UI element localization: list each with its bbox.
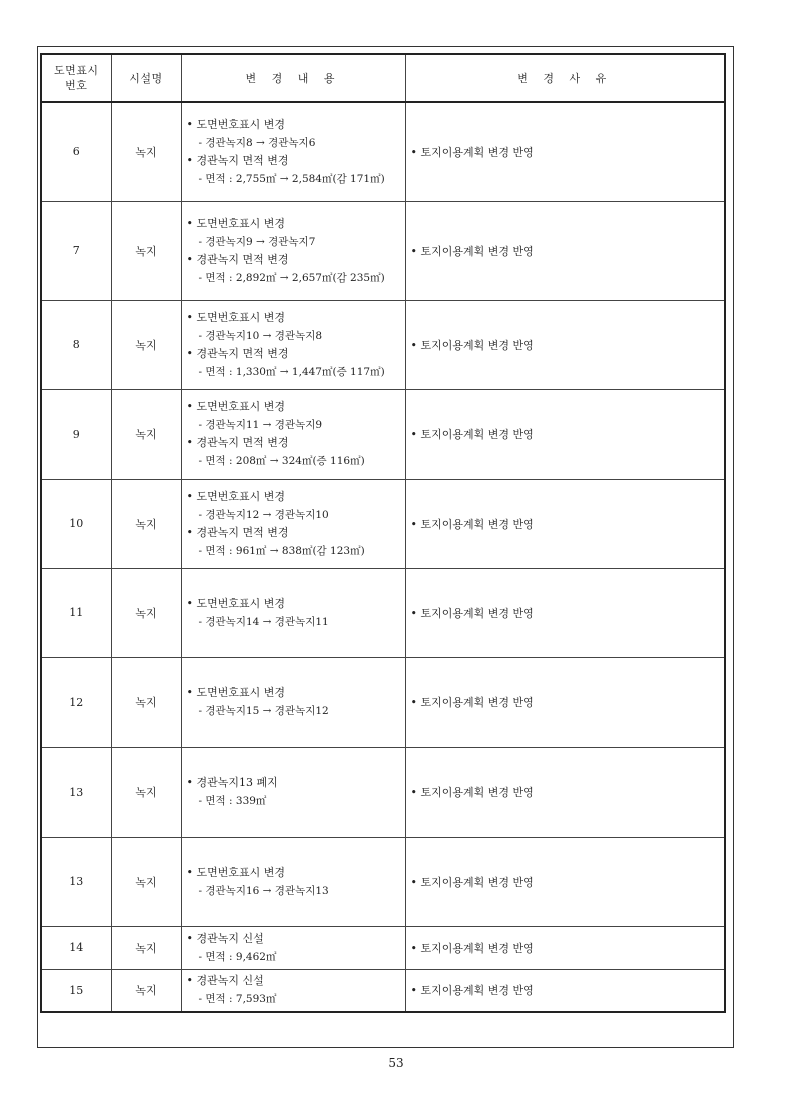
reason-text: • 토지이용계획 변경 반영: [411, 696, 534, 709]
page-number: 53: [388, 1056, 404, 1070]
change-content-cell: [181, 747, 405, 837]
content-bullet: • 도면번호표시 변경: [187, 116, 405, 134]
change-content-cell: [181, 201, 405, 300]
reason-text: • 토지이용계획 변경 반영: [411, 942, 534, 955]
reason-text: • 토지이용계획 변경 반영: [411, 984, 534, 997]
reason-text: • 토지이용계획 변경 반영: [411, 518, 534, 531]
content-bullet: • 도면번호표시 변경: [187, 488, 405, 506]
reason-text: • 토지이용계획 변경 반영: [411, 428, 534, 441]
table-row: [41, 969, 725, 1012]
content-bullet: • 도면번호표시 변경: [187, 215, 405, 233]
change-content-cell: [181, 300, 405, 389]
facility-cell: 녹지: [111, 102, 181, 201]
content-detail: - 경관녹지8 → 경관녹지6: [187, 134, 405, 152]
content-bullet: • 도면번호표시 변경: [187, 684, 405, 702]
change-content-cell: [181, 837, 405, 926]
change-content-cell: [181, 568, 405, 657]
change-reason-cell: [405, 300, 725, 389]
change-reason-cell: [405, 657, 725, 747]
drawing-number-cell: 9: [41, 389, 111, 479]
table-row: [41, 389, 725, 479]
facility-cell: 녹지: [111, 926, 181, 969]
facility-cell: 녹지: [111, 389, 181, 479]
content-detail: - 면적 : 208㎡ → 324㎡(증 116㎡): [187, 452, 405, 470]
table-row: [41, 102, 725, 201]
content-bullet: • 경관녹지 신설: [187, 930, 405, 948]
drawing-number-cell: 13: [41, 837, 111, 926]
facility-cell: 녹지: [111, 300, 181, 389]
table-row: [41, 479, 725, 568]
content-detail: - 면적 : 339㎡: [187, 792, 405, 810]
content-detail: - 경관녹지15 → 경관녹지12: [187, 702, 405, 720]
content-detail: - 경관녹지12 → 경관녹지10: [187, 506, 405, 524]
content-bullet: • 경관녹지13 폐지: [187, 774, 405, 792]
drawing-number-cell: 10: [41, 479, 111, 568]
content-bullet: • 경관녹지 신설: [187, 972, 405, 990]
content-bullet: • 도면번호표시 변경: [187, 864, 405, 882]
header-drawing-number-line1: 도면표시 번호: [53, 64, 99, 92]
reason-text: • 토지이용계획 변경 반영: [411, 876, 534, 889]
header-change-reason: 변 경 사 유: [405, 54, 725, 102]
content-bullet: • 경관녹지 면적 변경: [187, 345, 405, 363]
change-reason-cell: [405, 926, 725, 969]
change-reason-cell: [405, 389, 725, 479]
drawing-number-cell: 7: [41, 201, 111, 300]
change-reason-cell: [405, 201, 725, 300]
content-bullet: • 경관녹지 면적 변경: [187, 434, 405, 452]
content-detail: - 면적 : 2,755㎡ → 2,584㎡(감 171㎡): [187, 170, 405, 188]
drawing-number-cell: 15: [41, 969, 111, 1012]
change-reason-cell: [405, 747, 725, 837]
content-bullet: • 도면번호표시 변경: [187, 398, 405, 416]
facility-cell: 녹지: [111, 747, 181, 837]
content-detail: - 경관녹지10 → 경관녹지8: [187, 327, 405, 345]
table-row: [41, 747, 725, 837]
reason-text: • 토지이용계획 변경 반영: [411, 245, 534, 258]
change-reason-cell: [405, 969, 725, 1012]
reason-text: • 토지이용계획 변경 반영: [411, 339, 534, 352]
drawing-number-cell: 12: [41, 657, 111, 747]
change-content-cell: [181, 657, 405, 747]
header-drawing-number: [41, 54, 111, 102]
table-row: [41, 300, 725, 389]
content-detail: - 면적 : 7,593㎡: [187, 990, 405, 1008]
change-reason-cell: [405, 837, 725, 926]
change-content-cell: [181, 969, 405, 1012]
drawing-number-cell: 13: [41, 747, 111, 837]
header-row: [41, 54, 725, 102]
content-detail: - 경관녹지11 → 경관녹지9: [187, 416, 405, 434]
facility-cell: 녹지: [111, 657, 181, 747]
content-detail: - 면적 : 1,330㎡ → 1,447㎡(증 117㎡): [187, 363, 405, 381]
content-bullet: • 경관녹지 면적 변경: [187, 524, 405, 542]
change-content-cell: [181, 102, 405, 201]
content-detail: - 면적 : 2,892㎡ → 2,657㎡(감 235㎡): [187, 269, 405, 287]
change-content-cell: [181, 389, 405, 479]
facility-cell: 녹지: [111, 969, 181, 1012]
reason-text: • 토지이용계획 변경 반영: [411, 607, 534, 620]
change-table: [40, 53, 726, 1013]
facility-cell: 녹지: [111, 201, 181, 300]
content-bullet: • 도면번호표시 변경: [187, 309, 405, 327]
table-row: [41, 926, 725, 969]
facility-cell: 녹지: [111, 479, 181, 568]
header-change-content: 변 경 내 용: [181, 54, 405, 102]
facility-cell: 녹지: [111, 837, 181, 926]
content-detail: - 경관녹지14 → 경관녹지11: [187, 613, 405, 631]
content-detail: - 경관녹지16 → 경관녹지13: [187, 882, 405, 900]
change-content-cell: [181, 926, 405, 969]
facility-cell: 녹지: [111, 568, 181, 657]
change-reason-cell: [405, 568, 725, 657]
reason-text: • 토지이용계획 변경 반영: [411, 146, 534, 159]
content-detail: - 면적 : 9,462㎡: [187, 948, 405, 966]
content-detail: - 면적 : 961㎡ → 838㎡(감 123㎡): [187, 542, 405, 560]
content-bullet: • 경관녹지 면적 변경: [187, 251, 405, 269]
drawing-number-cell: 6: [41, 102, 111, 201]
change-reason-cell: [405, 102, 725, 201]
drawing-number-cell: 14: [41, 926, 111, 969]
change-content-cell: [181, 479, 405, 568]
reason-text: • 토지이용계획 변경 반영: [411, 786, 534, 799]
table-row: [41, 837, 725, 926]
table-row: [41, 201, 725, 300]
table-row: [41, 568, 725, 657]
drawing-number-cell: 11: [41, 568, 111, 657]
header-facility: 시설명: [111, 54, 181, 102]
content-detail: - 경관녹지9 → 경관녹지7: [187, 233, 405, 251]
content-bullet: • 도면번호표시 변경: [187, 595, 405, 613]
content-bullet: • 경관녹지 면적 변경: [187, 152, 405, 170]
change-reason-cell: [405, 479, 725, 568]
drawing-number-cell: 8: [41, 300, 111, 389]
table-row: [41, 657, 725, 747]
